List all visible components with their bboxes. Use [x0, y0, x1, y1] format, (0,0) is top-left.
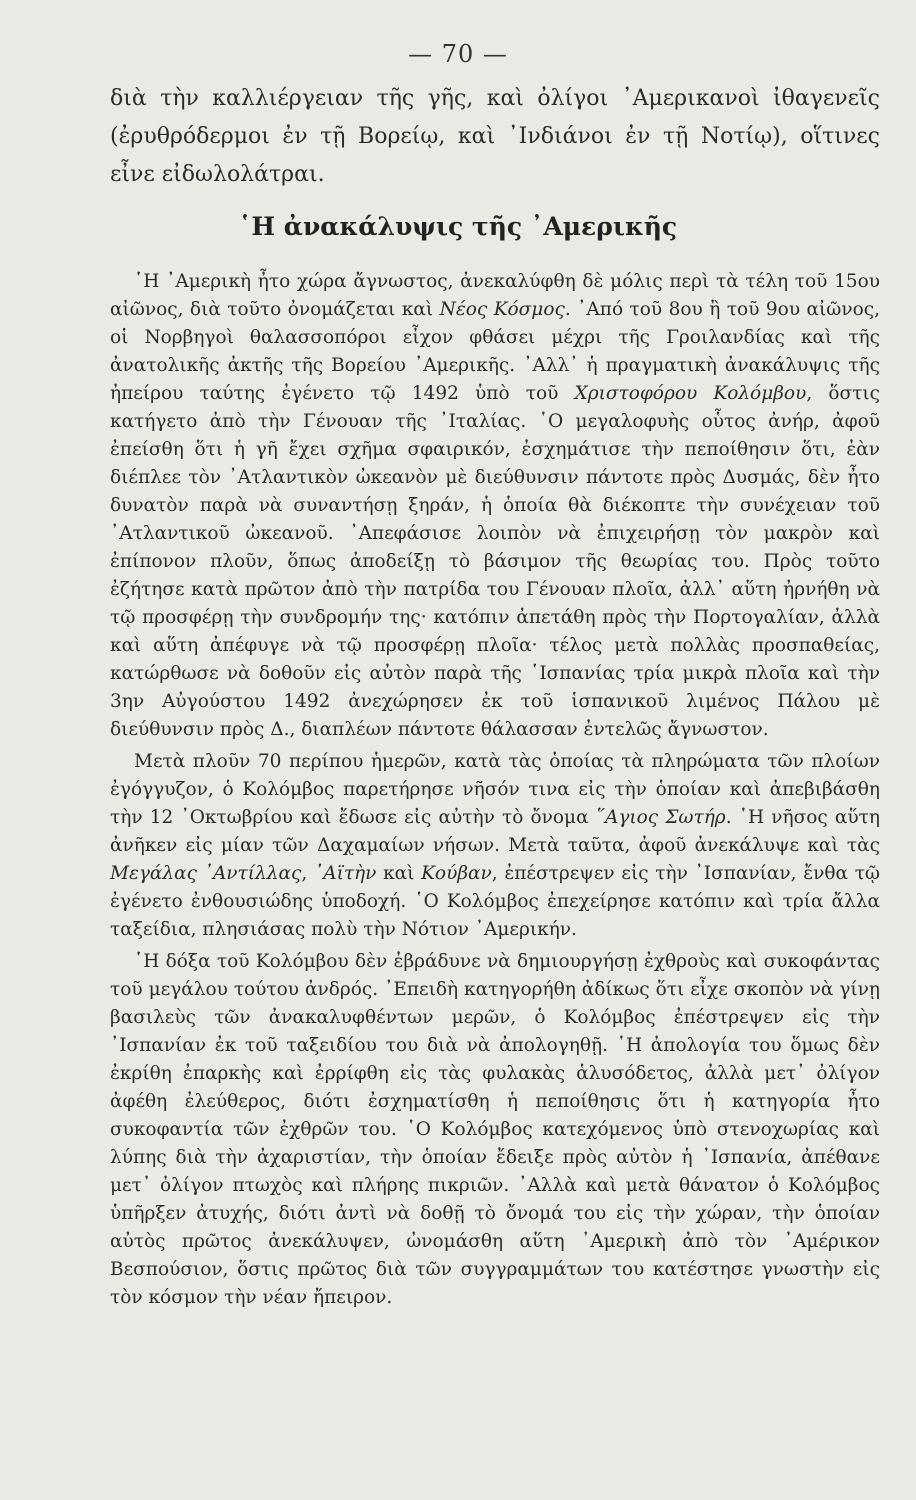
italic-place: Μεγάλας ᾿Αντίλλας	[110, 863, 302, 884]
italic-term: Νέος Κόσμος	[439, 299, 565, 320]
page-number: — 70 —	[408, 40, 508, 68]
paragraph-discovery	[110, 268, 880, 744]
text-run: Μετὰ πλοῦν 70 περίπου ἡμερῶν, κατὰ τὰς ὁποίας τὰ πληρώματα τῶν πλοίων ἐγόγγυζον, ὁ Κολόμβος παρετήρησε νῆσόν τινα εἰς τὴν ὁποίαν καὶ ἀπεβιβάσθη τὴν 12 ᾿Οκτωβρίου καὶ ἔδωσε εἰς αὐτὴν τὸ ὄνομα	[110, 751, 880, 828]
italic-name: Χριστοφόρου Κολόμβου	[574, 383, 807, 404]
text-run: , ὅστις κατήγετο ἀπὸ τὴν Γένουαν τῆς ᾿Ιταλίας. ῾Ο μεγαλοφυὴς οὗτος ἀνήρ, ἀφοῦ ἐπείσθη ὅτι ἡ γῆ ἔχει σχῆμα σφαιρικόν, ἐσχημάτισε τὴν πεποίθησιν ὅτι, ἐὰν διέπλεε τὸν ᾿Ατλαντικὸν ὠκεανὸν μὲ διεύθυνσιν πάντοτε πρὸς Δυσμάς, δὲν ἦτο δυνατὸν παρὰ νὰ συναντήσῃ ξηράν, ἡ ὁποία θὰ διέκοπτε τὴν συνέχειαν τοῦ ᾿Ατλαντικοῦ ὠκεανοῦ. ᾿Απεφάσισε λοιπὸν νὰ ἐπιχειρήσῃ τὸν μακρὸν καὶ ἐπίπονον πλοῦν, ὅπως ἀποδείξῃ τὸ βάσιμον τῆς θεωρίας του. Πρὸς τοῦτο ἐζήτησε κατὰ πρῶτον ἀπὸ τὴν πατρίδα του Γένουαν πλοῖα, ἀλλ᾿ αὕτη ἠρνήθη νὰ τῷ προσφέρῃ τὴν συνδρομήν της· κατόπιν ἀπετάθη πρὸς τὴν Πορτογαλίαν, ἀλλὰ καὶ αὕτη ἀπέφυγε νὰ τῷ προσφέρῃ πλοῖα· τέλος μετὰ πολλὰς προσπαθείας, κατώρθωσε νὰ δοθοῦν εἰς αὐτὸν παρὰ τῆς ῾Ισπανίας τρία μικρὰ πλοῖα καὶ τὴν 3ην Αὐγούστου 1492 ἀνεχώρησεν ἐκ τοῦ ἱσπανικοῦ λιμένος Πάλου μὲ διεύθυνσιν πρὸς Δ., διαπλέων πάντοτε θάλασσαν ἐντελῶς ἄγνωστον.	[110, 383, 880, 740]
section-body	[110, 268, 880, 1316]
section-heading: ῾Η ἀνακάλυψις τῆς ᾿Αμερικῆς	[238, 212, 678, 241]
paragraph-fate	[110, 948, 880, 1312]
text-run: ,	[301, 863, 314, 884]
text-run: καὶ	[376, 863, 422, 884]
intro-paragraph: διὰ τὴν καλλιέργειαν τῆς γῆς, καὶ ὀλίγοι ᾿Αμερικανοὶ ἰθαγενεῖς (ἐρυθρόδερμοι ἐν τῇ Βορείῳ, καὶ ᾿Ινδιάνοι ἐν τῇ Νοτίῳ), οἵτινες εἶνε εἰδωλολάτραι.	[110, 86, 880, 187]
italic-place: ᾿Αϊτὴν	[313, 863, 377, 884]
text-run: ῾Η δόξα τοῦ Κολόμβου δὲν ἐβράδυνε νὰ δημιουργήσῃ ἐχθροὺς καὶ συκοφάντας τοῦ μεγάλου τούτου ἀνδρός. ᾿Επειδὴ κατηγορήθη ἀδίκως ὅτι εἶχε σκοπὸν νὰ γίνῃ βασιλεὺς τῶν ἀνακαλυφθέντων μερῶν, ὁ Κολόμβος ἐπέστρεψεν εἰς τὴν ᾿Ισπανίαν ἐκ τοῦ ταξειδίου του διὰ νὰ ἀπολογηθῇ. ῾Η ἀπολογία του ὅμως δὲν ἐκρίθη ἐπαρκὴς καὶ ἐρρίφθη εἰς τὰς φυλακὰς ἁλυσόδετος, ἀλλὰ μετ᾿ ὀλίγον ἀφέθη ἐλεύθερος, διότι ἐσχηματίσθη ἡ πεποίθησις ὅτι ἡ κατηγορία ἦτο συκοφαντία τῶν ἐχθρῶν του. ῾Ο Κολόμβος κατεχόμενος ὑπὸ στενοχωρίας καὶ λύπης διὰ τὴν ἀχαριστίαν, τὴν ὁποίαν ἔδειξε πρὸς αὐτὸν ἡ ᾿Ισπανία, ἀπέθανε μετ᾿ ὀλίγον πτωχὸς καὶ πλήρης πικριῶν. ᾿Αλλὰ καὶ μετὰ θάνατον ὁ Κολόμβος ὑπῆρξεν ἀτυχής, διότι ἀντὶ νὰ δοθῇ τὸ ὄνομά του εἰς τὴν χώραν, τὴν ὁποίαν αὐτὸς πρῶτος ἀνεκάλυψεν, ὠνομάσθη αὕτη ᾿Αμερικὴ ἀπὸ τὸν ᾿Αμέρικον Βεσπούσιον, ὅστις πρῶτος διὰ τῶν συγγραμμάτων του κατέστησε γνωστὴν εἰς τὸν κόσμον τὴν νέαν ἤπειρον.	[110, 951, 880, 1308]
text-run: , ἐπέστρεψεν εἰς τὴν ᾿Ισπανίαν, ἔνθα τῷ ἐγένετο ἐνθουσιώδης ὑποδοχή. ῾Ο Κολόμβος ἐπεχείρησε κατόπιν καὶ τρία ἄλλα ταξείδια, πλησιάσας πολὺ τὴν Νότιον ᾿Αμερικήν.	[110, 863, 881, 940]
text-run: ῾Η ᾿Αμερικὴ ἦτο χώρα ἄγνωστος, ἀνεκαλύφθη δὲ μόλις περὶ τὰ τέλη τοῦ 15ου αἰῶνος, διὰ τοῦτο ὀνομάζεται καὶ	[110, 271, 880, 320]
italic-place: ῞Αγιος Σωτήρ	[595, 807, 726, 828]
text-run: . ᾿Από τοῦ 8ου ἢ τοῦ 9ου αἰῶνος, οἱ Νορβηγοὶ θαλασσοπόροι εἶχον φθάσει μέχρι τῆς Γροιλανδίας καὶ τῆς ἀνατολικῆς ἀκτῆς τῆς Βορείου ᾿Αμερικῆς. ᾿Αλλ᾿ ἡ πραγματικὴ ἀνακάλυψις τῆς ἠπείρου ταύτης ἐγένετο τῷ 1492 ὑπὸ τοῦ	[110, 299, 880, 404]
paragraph-voyage	[110, 748, 880, 944]
italic-place: Κούβαν	[421, 863, 492, 884]
text-run: . ῾Η νῆσος αὕτη ἀνῆκεν εἰς μίαν τῶν Δαχαμαίων νήσων. Μετὰ ταῦτα, ἀφοῦ ἀνεκάλυψε καὶ τὰς	[110, 807, 880, 856]
